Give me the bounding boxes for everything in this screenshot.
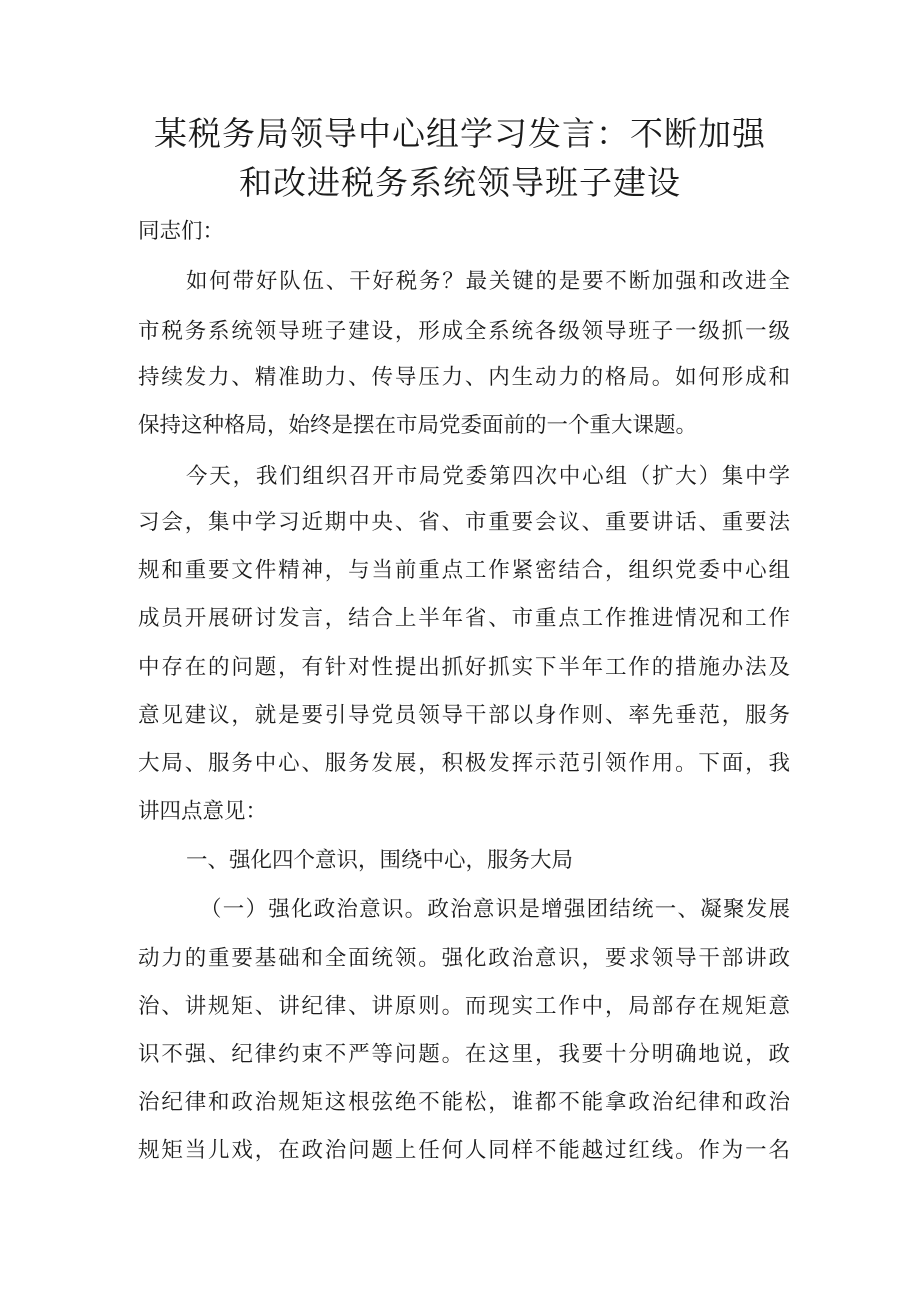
paragraph-3-line: 治、讲规矩、讲纪律、讲原则。而现实工作中，局部存在规矩意 — [138, 994, 790, 1019]
paragraph-3-line: 规矩当儿戏，在政治问题上任何人同样不能越过红线。作为一名 — [138, 1138, 790, 1163]
paragraph-2-line: 规和重要文件精神，与当前重点工作紧密结合，组织党委中心组 — [138, 558, 790, 583]
paragraph-2-line: 意见建议，就是要引导党员领导干部以身作则、率先垂范，服务 — [138, 703, 790, 728]
paragraph-2-line: 讲四点意见： — [138, 799, 268, 824]
paragraph-3-line: 治纪律和政治规矩这根弦绝不能松，谁都不能拿政治纪律和政治 — [138, 1090, 790, 1115]
paragraph-2-line: 成员开展研讨发言，结合上半年省、市重点工作推进情况和工作 — [138, 606, 790, 631]
document-title-line-1: 某税务局领导中心组学习发言：不断加强 — [154, 114, 766, 153]
paragraph-1-line: 市税务系统领导班子建设，形成全系统各级领导班子一级抓一级 — [138, 319, 790, 344]
document-title-line-2: 和改进税务系统领导班子建设 — [239, 163, 681, 202]
paragraph-3-line: 动力的重要基础和全面统领。强化政治意识，要求领导干部讲政 — [138, 946, 790, 971]
paragraph-1-line: 保持这种格局，始终是摆在市局党委面前的一个重大课题。 — [138, 413, 698, 438]
paragraph-2-line: 中存在的问题，有针对性提出抓好抓实下半年工作的措施办法及 — [138, 655, 790, 680]
paragraph-2-line: 习会，集中学习近期中央、省、市重要会议、重要讲话、重要法 — [138, 510, 790, 535]
salutation: 同志们： — [138, 219, 225, 244]
paragraph-1-line: 如何带好队伍、干好税务？最关键的是要不断加强和改进全 — [186, 269, 790, 294]
paragraph-3-line: （一）强化政治意识。政治意识是增强团结统一、凝聚发展 — [200, 897, 790, 922]
paragraph-2-line: 今天，我们组织召开市局党委第四次中心组（扩大）集中学 — [186, 464, 790, 489]
paragraph-2-line: 大局、服务中心、服务发展，积极发挥示范引领作用。下面，我 — [138, 751, 790, 776]
paragraph-1-line: 持续发力、精准助力、传导压力、内生动力的格局。如何形成和 — [138, 365, 790, 390]
paragraph-3-line: 识不强、纪律约束不严等问题。在这里，我要十分明确地说，政 — [138, 1042, 790, 1067]
section-heading: 一、强化四个意识，围绕中心，服务大局 — [186, 848, 574, 873]
